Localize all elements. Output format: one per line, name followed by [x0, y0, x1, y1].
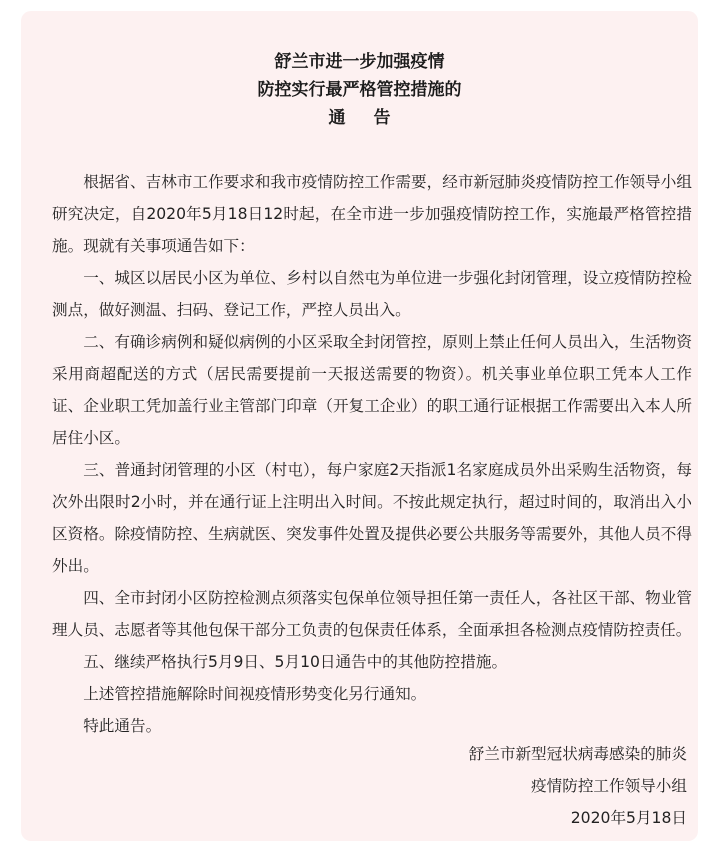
paragraph-item-5: 五、继续严格执行5月9日、5月10日通告中的其他防控措施。 [83, 653, 508, 671]
paragraph-item-2: 二、有确诊病例和疑似病例的小区采取全封闭管控，原则上禁止任何人员出入，生活物资采用商超配送的方式（居民需要提前一天报送需要的物资）。机关事业单位职工凭本人工作证、企业职工凭加盖行业主管部门印章（开复工企业）的职工通行证根据工作需要出入本人所居住小区。 [52, 333, 692, 447]
paragraph-lifting: 上述管控措施解除时间视疫情形势变化另行通知。 [83, 685, 427, 703]
notice-title-line-3: 通告 [328, 108, 419, 128]
signature-date: 2020年5月18日 [570, 809, 687, 827]
notice-card [21, 11, 698, 841]
notice-title-line-2: 防控实行最严格管控措施的 [257, 80, 462, 100]
signature-line-1: 舒兰市新型冠状病毒感染的肺炎 [468, 745, 687, 763]
paragraph-intro: 根据省、吉林市工作要求和我市疫情防控工作需要，经市新冠肺炎疫情防控工作领导小组研究决定，自2020年5月18日12时起，在全市进一步加强疫情防控工作，实施最严格管控措施。现就有关事项通告如下： [52, 173, 692, 255]
paragraph-item-3: 三、普通封闭管理的小区（村屯），每户家庭2天指派1名家庭成员外出采购生活物资，每次外出限时2小时，并在通行证上注明出入时间。不按此规定执行，超过时间的，取消出入小区资格。除疫情防控、生病就医、突发事件处置及提供必要公共服务等需要外，其他人员不得外出。 [52, 461, 692, 575]
paragraph-item-4: 四、全市封闭小区防控检测点须落实包保单位领导担任第一责任人，各社区干部、物业管理人员、志愿者等其他包保干部分工负责的包保责任体系，全面承担各检测点疫情防控责任。 [52, 589, 692, 639]
paragraph-item-1: 一、城区以居民小区为单位、乡村以自然屯为单位进一步强化封闭管理，设立疫情防控检测点，做好测温、扫码、登记工作，严控人员出入。 [52, 269, 692, 319]
notice-title-line-1: 舒兰市进一步加强疫情 [274, 52, 445, 72]
notice-body [52, 166, 692, 742]
signature-line-2: 疫情防控工作领导小组 [531, 777, 687, 795]
paragraph-closing: 特此通告。 [83, 717, 162, 735]
